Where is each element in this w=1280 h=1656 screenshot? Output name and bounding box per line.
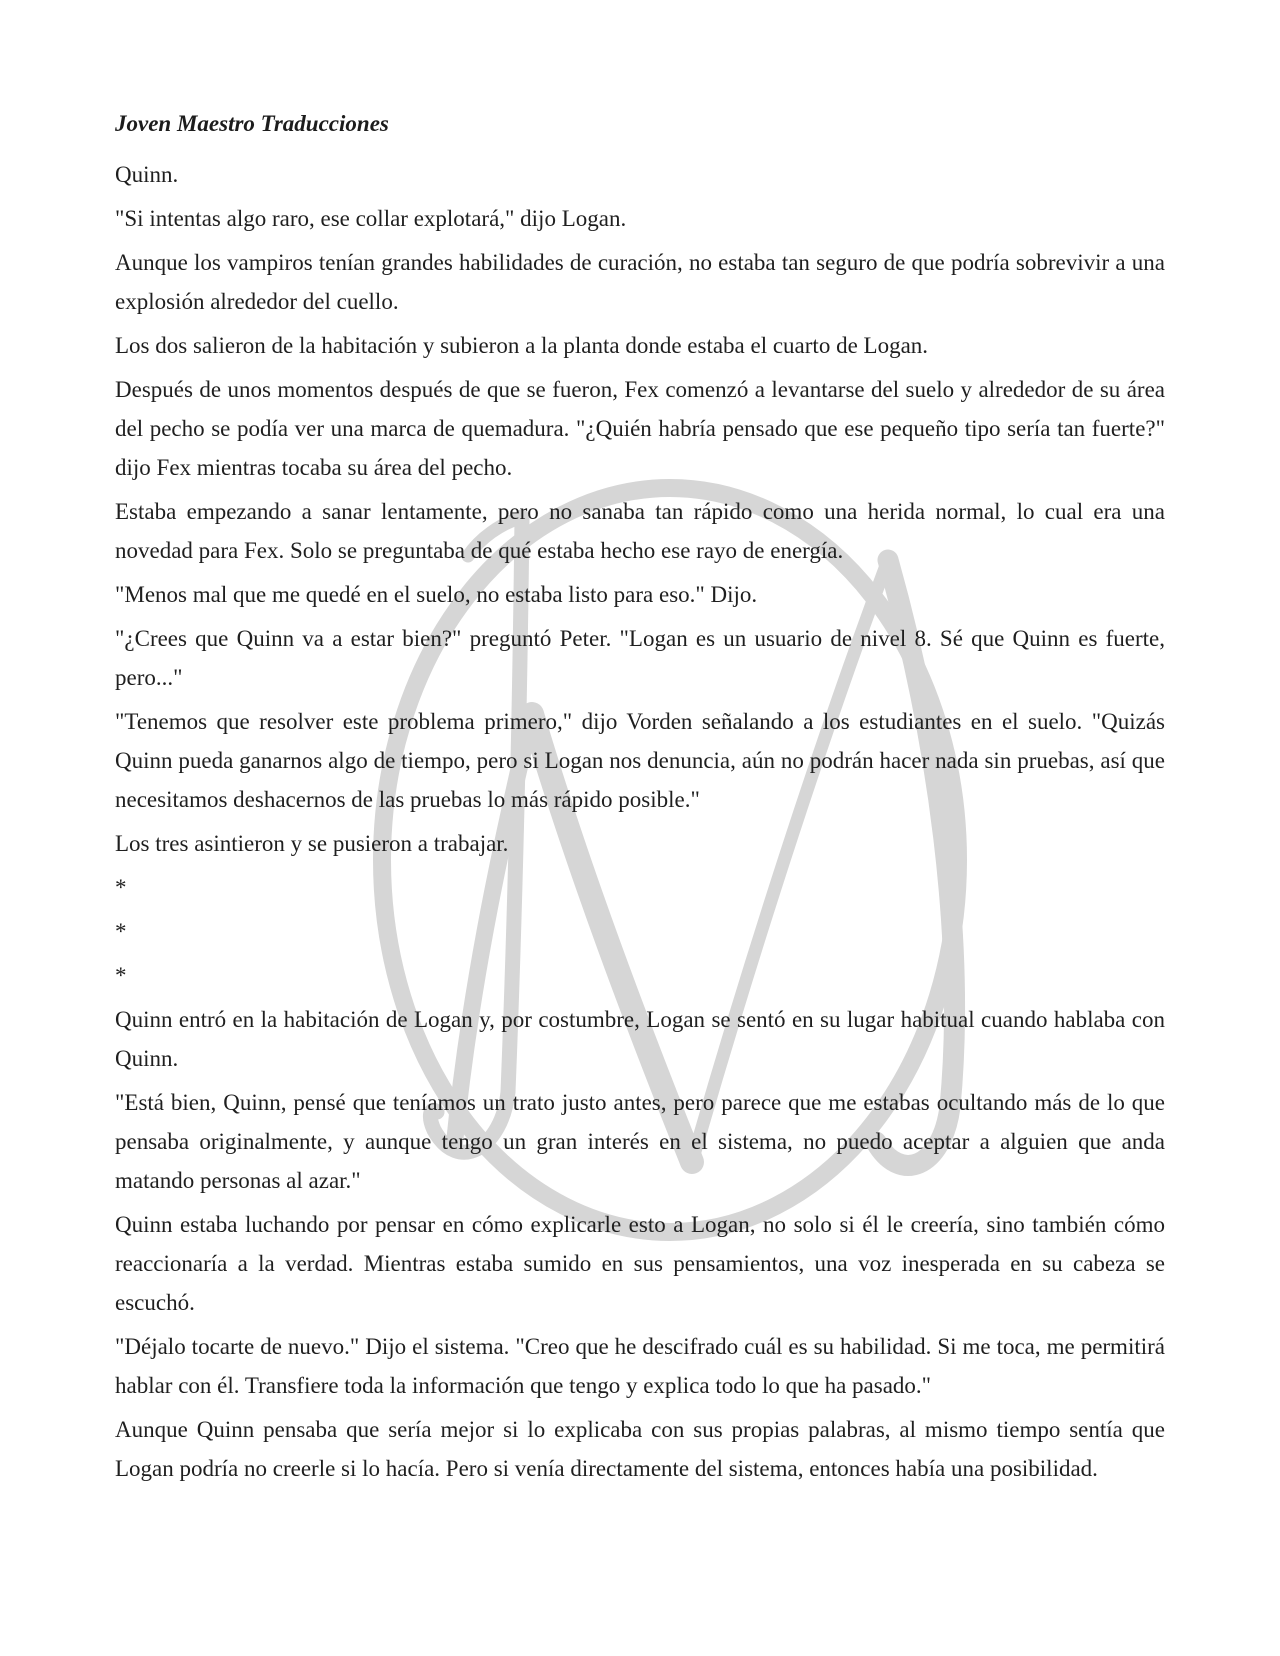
- paragraph: *: [115, 919, 127, 944]
- paragraph: Quinn entró en la habitación de Logan y, por costumbre, Logan se sentó en su lugar habitual cuando hablaba con Quinn.: [115, 1007, 1165, 1071]
- paragraph: "Tenemos que resolver este problema primero," dijo Vorden señalando a los estudiantes en el suelo. "Quizás Quinn pueda ganarnos algo de tiempo, pero si Logan nos denuncia, aún no podrán hacer nada sin pruebas, así que necesitamos deshacernos de las pruebas lo más rápido posible.": [115, 709, 1165, 812]
- paragraph: Los tres asintieron y se pusieron a trabajar.: [115, 831, 509, 856]
- paragraph: Los dos salieron de la habitación y subieron a la planta donde estaba el cuarto de Logan.: [115, 333, 929, 358]
- paragraph: "Está bien, Quinn, pensé que teníamos un trato justo antes, pero parece que me estabas ocultando más de lo que pensaba originalmente, y aunque tengo un gran interés en el sistema, no puedo aceptar a alguien que anda matando personas al azar.": [115, 1090, 1165, 1193]
- paragraph: Quinn estaba luchando por pensar en cómo explicarle esto a Logan, no solo si él le creería, sino también cómo reaccionaría a la verdad. Mientras estaba sumido en sus pensamientos, una voz inesperada en su cabeza se escuchó.: [115, 1212, 1165, 1315]
- paragraph: *: [115, 875, 127, 900]
- paragraph: *: [115, 963, 127, 988]
- paragraph-list: [115, 155, 1165, 1488]
- paragraph: "Menos mal que me quedé en el suelo, no estaba listo para eso." Dijo.: [115, 582, 758, 607]
- paragraph: Quinn.: [115, 162, 179, 187]
- paragraph: Estaba empezando a sanar lentamente, pero no sanaba tan rápido como una herida normal, lo cual era una novedad para Fex. Solo se preguntaba de qué estaba hecho ese rayo de energía.: [115, 499, 1165, 563]
- paragraph: "Déjalo tocarte de nuevo." Dijo el sistema. "Creo que he descifrado cuál es su habilidad. Si me toca, me permitirá hablar con él. Transfiere toda la información que tengo y explica todo lo que ha pasado.": [115, 1334, 1165, 1398]
- paragraph: "¿Crees que Quinn va a estar bien?" preguntó Peter. "Logan es un usuario de nivel 8. Sé que Quinn es fuerte, pero...": [115, 626, 1165, 690]
- paragraph: Aunque Quinn pensaba que sería mejor si lo explicaba con sus propias palabras, al mismo tiempo sentía que Logan podría no creerle si lo hacía. Pero si venía directamente del sistema, entonces había una posibilidad.: [115, 1417, 1165, 1481]
- page-title: Joven Maestro Traducciones: [115, 111, 389, 136]
- paragraph: Después de unos momentos después de que se fueron, Fex comenzó a levantarse del suelo y alrededor de su área del pecho se podía ver una marca de quemadura. "¿Quién habría pensado que ese pequeño tipo sería tan fuerte?" dijo Fex mientras tocaba su área del pecho.: [115, 377, 1165, 480]
- paragraph: "Si intentas algo raro, ese collar explotará," dijo Logan.: [115, 206, 627, 231]
- paragraph: Aunque los vampiros tenían grandes habilidades de curación, no estaba tan seguro de que podría sobrevivir a una explosión alrededor del cuello.: [115, 250, 1165, 314]
